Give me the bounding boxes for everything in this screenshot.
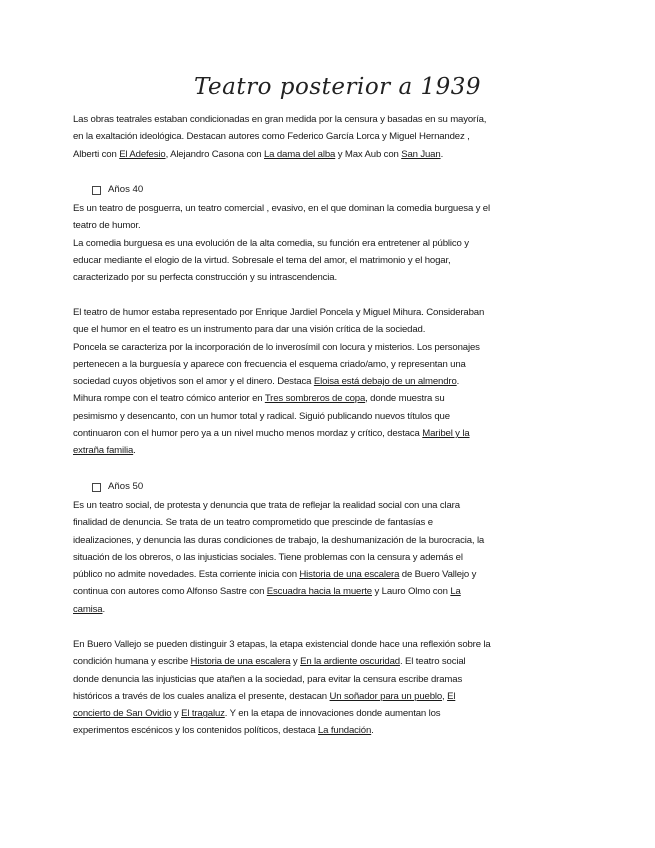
underlined-title: La dama del alba: [263, 148, 336, 160]
underlined-title: Historia de una escalera: [190, 656, 291, 668]
checkbox-anos-50[interactable]: [92, 483, 101, 492]
text-line: [73, 497, 543, 514]
text-line: [73, 146, 543, 163]
text-run: Es un teatro de posguerra, un teatro comercial , evasivo, en el que dominan la comedia burguesa y el: [73, 203, 490, 214]
section-heading-label: Años 40: [108, 184, 144, 195]
text-run: . El teatro social: [399, 656, 466, 668]
underlined-title: Eloisa está debajo de un almendro: [313, 376, 457, 388]
anos-50-paragraph-2: [73, 636, 543, 740]
text-run: Mihura rompe con el teatro cómico anterior en: [73, 393, 265, 405]
text-run: .: [102, 603, 106, 615]
text-run: históricos a través de los cuales analiza el presente, destacan: [73, 690, 330, 702]
underlined-title: Un soñador para un pueblo: [329, 690, 443, 702]
underlined-title: San Juan: [401, 148, 441, 160]
anos-40-paragraph-1: [73, 200, 543, 286]
text-run: condición humana y escribe: [73, 656, 191, 668]
text-run: que el humor en el teatro es un instrumento para dar una visión crítica de la sociedad.: [73, 324, 426, 336]
text-line: [73, 390, 543, 407]
underlined-title: concierto de San Ovidio: [73, 708, 172, 720]
section-heading-anos-50: [92, 480, 143, 494]
underlined-title: Maribel y la: [422, 428, 470, 440]
text-line: [73, 373, 543, 390]
text-run: y Max Aub con: [335, 148, 402, 160]
underlined-title: extraña familia: [73, 445, 134, 457]
text-line: [73, 722, 543, 739]
text-run: continuaron con el humor pero ya a un nivel mucho menos mordaz y crítico, destaca: [73, 428, 423, 440]
text-line: [73, 532, 543, 549]
text-line: [73, 549, 543, 566]
text-run: , Alejandro Casona con: [165, 148, 264, 160]
text-line: [73, 356, 543, 373]
text-run: sociedad cuyos objetivos son el amor y el dinero. Destaca: [73, 376, 314, 388]
underlined-title: Historia de una escalera: [299, 569, 400, 581]
text-line: [73, 653, 543, 670]
text-line: [73, 636, 543, 653]
text-line: [73, 111, 543, 128]
text-line: [73, 425, 543, 442]
underlined-title: Escuadra hacia la muerte: [266, 586, 372, 598]
underlined-title: Tres sombreros de copa: [264, 393, 366, 405]
underlined-title: camisa: [73, 603, 103, 615]
text-run: Las obras teatrales estaban condicionadas en gran medida por la censura y basadas en su mayoría,: [73, 114, 487, 125]
text-run: Poncela se caracteriza por la incorporación de lo inverosímil con locura y misterios. Los personajes: [73, 341, 480, 353]
text-run: teatro de humor.: [73, 220, 141, 232]
text-run: situación de los obreros, o las injusticias sociales. Tiene problemas con la censura y además el: [73, 551, 463, 563]
text-run: pertenecen a la burguesía y aparece con frecuencia el esquema criado/amo, y representan una: [73, 358, 466, 370]
anos-40-paragraph-2: [73, 304, 543, 460]
section-heading-label: Años 50: [108, 481, 144, 492]
checkbox-anos-40[interactable]: [92, 186, 101, 195]
text-line: [73, 128, 543, 145]
text-run: público no admite novedades. Esta corriente inicia con: [73, 569, 300, 581]
text-run: .: [456, 376, 460, 388]
section-heading-anos-40: [92, 183, 143, 197]
text-run: pesimismo y desencanto, con un humor total y radical. Siguió publicando nuevos títulos que: [73, 410, 450, 422]
underlined-title: La fundación: [318, 725, 372, 737]
text-run: en la exaltación ideológica. Destacan autores como Federico García Lorca y Miguel Hernandez ,: [73, 131, 470, 143]
text-run: educar mediante el elogio de la virtud. Sobresale el tema del amor, el matrimonio y el hogar,: [73, 254, 451, 266]
text-line: [73, 705, 543, 722]
text-line: [73, 252, 543, 269]
text-line: [73, 321, 543, 338]
text-line: [73, 442, 543, 459]
text-run: idealizaciones, y denuncia las duras condiciones de trabajo, la deshumanización de la burocracia, la: [73, 534, 485, 546]
text-line: [73, 583, 543, 600]
text-run: continua con autores como Alfonso Sastre con: [73, 586, 267, 598]
text-line: [73, 235, 543, 252]
underlined-title: La: [450, 586, 461, 598]
text-run: de Buero Vallejo y: [399, 569, 477, 581]
text-line: [73, 408, 543, 425]
text-run: finalidad de denuncia. Se trata de un teatro comprometido que prescinde de fantasías e: [73, 517, 433, 529]
text-run: ,: [442, 690, 448, 702]
underlined-title: El Adefesio: [119, 148, 166, 160]
text-line: [73, 217, 543, 234]
text-line: [73, 200, 543, 217]
text-line: [73, 566, 543, 583]
underlined-title: El tragaluz: [181, 708, 225, 720]
text-run: En Buero Vallejo se pueden distinguir 3 etapas, la etapa existencial donde hace una reflexión sobre la: [73, 639, 491, 650]
text-run: . Y en la etapa de innovaciones donde aumentan los: [224, 708, 441, 720]
text-line: [73, 304, 543, 321]
text-run: donde denuncia las injusticias que atañen a la sociedad, para evitar la censura escribe dramas: [73, 673, 463, 685]
text-run: y Lauro Olmo con: [371, 586, 451, 598]
text-run: Alberti con: [73, 148, 120, 160]
text-run: caracterizado por su perfecta construcción y su intrascendencia.: [73, 272, 337, 284]
text-run: experimentos escénicos y los contenidos políticos, destaca: [73, 725, 318, 737]
underlined-title: En la ardiente oscuridad: [300, 656, 400, 668]
text-run: El teatro de humor estaba representado por Enrique Jardiel Poncela y Miguel Mihura. Consideraban: [73, 307, 485, 318]
anos-50-paragraph-1: [73, 497, 543, 618]
text-run: , donde muestra su: [365, 393, 445, 405]
text-run: La comedia burguesa es una evolución de la alta comedia, su función era entretener al público y: [73, 237, 469, 249]
text-run: .: [133, 445, 136, 457]
text-line: [73, 269, 543, 286]
text-run: y: [290, 656, 301, 668]
page-title: Teatro posterior a 1939: [193, 74, 482, 100]
text-run: y: [171, 708, 182, 720]
text-run: .: [440, 148, 444, 160]
text-line: [73, 514, 543, 531]
text-run: Es un teatro social, de protesta y denuncia que trata de reflejar la realidad social con una clara: [73, 500, 460, 511]
text-line: [73, 339, 543, 356]
text-run: .: [371, 725, 374, 737]
underlined-title: El: [447, 690, 456, 702]
text-line: [73, 601, 543, 618]
intro-paragraph: [73, 111, 543, 163]
text-line: [73, 671, 543, 688]
text-line: [73, 688, 543, 705]
